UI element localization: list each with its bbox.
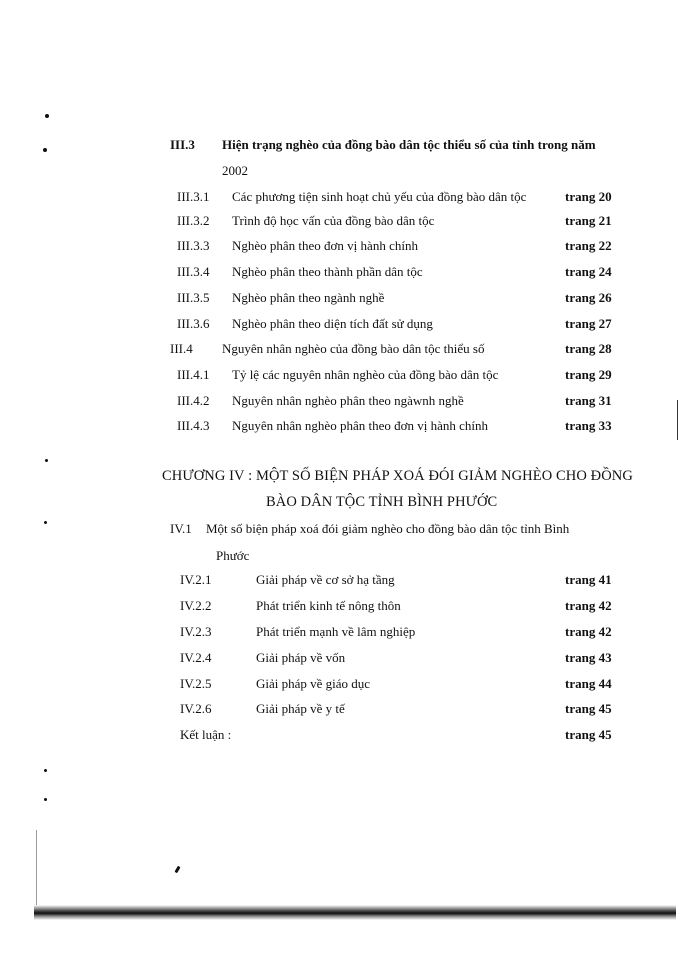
- toc-entry-title: Nguyên nhân nghèo phân theo đơn vị hành chính: [232, 418, 488, 433]
- toc-entry-page: trang 44: [565, 676, 612, 691]
- toc-entry-page: trang 42: [565, 624, 612, 639]
- toc-entry-page: trang 41: [565, 572, 612, 587]
- toc-entry-number: III.3.5: [177, 290, 210, 305]
- toc-entry-title: Nghèo phân theo thành phần dân tộc: [232, 264, 423, 279]
- toc-entry-number: IV.2.1: [180, 572, 212, 587]
- section-title: Nguyên nhân nghèo của đồng bào dân tộc thiểu số: [222, 341, 485, 356]
- toc-entry-title: Nguyên nhân nghèo phân theo ngàwnh nghề: [232, 393, 464, 408]
- toc-entry-title: Giải pháp về giáo dục: [256, 676, 371, 691]
- toc-entry-page: trang 26: [565, 290, 612, 305]
- toc-entry-number: IV.2.6: [180, 701, 212, 716]
- chapter-heading: CHƯƠNG IV : MỘT SỐ BIỆN PHÁP XOÁ ĐÓI GIẢM NGHÈO CHO ĐỒNG: [162, 468, 633, 484]
- section-title: Hiện trạng nghèo của đồng bào dân tộc thiểu số của tỉnh trong năm: [222, 137, 596, 152]
- toc-entry-title: Nghèo phân theo ngành nghề: [232, 290, 385, 305]
- toc-entry-title: Giải pháp về vốn: [256, 650, 346, 665]
- toc-entry-number: III.3.6: [177, 316, 210, 331]
- toc-entry-number: III.3.2: [177, 213, 210, 228]
- toc-entry-page: trang 45: [565, 727, 612, 742]
- toc-entry-title: Giải pháp về y tế: [256, 701, 345, 716]
- toc-entry-number: III.4.3: [177, 418, 210, 433]
- toc-entry-number: III.3.1: [177, 189, 210, 204]
- section-number: III.4: [170, 341, 193, 356]
- toc-entry-number: III.3.3: [177, 238, 210, 253]
- toc-entry-page: trang 27: [565, 316, 612, 331]
- toc-entry-page: trang 22: [565, 238, 612, 253]
- toc-entry-title: Tỷ lệ các nguyên nhân nghèo của đồng bào dân tộc: [232, 367, 499, 382]
- scan-speck: [45, 459, 48, 462]
- toc-entry-page: trang 20: [565, 189, 612, 204]
- toc-entry-page: trang 43: [565, 650, 612, 665]
- toc-entry-title: Phát triển kinh tế nông thôn: [256, 598, 401, 613]
- toc-entry-title: Nghèo phân theo đơn vị hành chính: [232, 238, 418, 253]
- section-title-continuation: 2002: [222, 163, 248, 178]
- section-title-continuation: Phước: [216, 548, 250, 563]
- section-number: III.3: [170, 137, 195, 152]
- scan-speck: [43, 148, 47, 152]
- scan-edge-line: [677, 400, 678, 440]
- toc-entry-page: trang 29: [565, 367, 612, 382]
- chapter-heading-continuation: BÀO DÂN TỘC TỈNH BÌNH PHƯỚC: [266, 494, 498, 510]
- toc-entry-page: trang 45: [565, 701, 612, 716]
- section-title: Một số biện pháp xoá đói giảm nghèo cho đồng bào dân tộc tỉnh Bình: [206, 521, 570, 536]
- scan-speck: [44, 798, 47, 801]
- toc-entry-title: Trình độ học vấn của đồng bào dân tộc: [232, 213, 435, 228]
- toc-entry-number: III.4.1: [177, 367, 210, 382]
- scan-edge-line: [36, 830, 37, 910]
- toc-entry-page: trang 24: [565, 264, 612, 279]
- scan-bottom-border: [34, 905, 676, 920]
- toc-entry-number: IV.2.3: [180, 624, 212, 639]
- scan-speck: [174, 866, 180, 874]
- conclusion-label: Kết luận :: [180, 727, 232, 742]
- toc-entry-page: trang 33: [565, 418, 612, 433]
- toc-entry-page: trang 28: [565, 341, 612, 356]
- scan-speck: [45, 114, 49, 118]
- toc-entry-number: III.4.2: [177, 393, 210, 408]
- toc-entry-title: Giải pháp về cơ sở hạ tầng: [256, 572, 395, 587]
- toc-entry-number: IV.2.5: [180, 676, 212, 691]
- toc-entry-page: trang 31: [565, 393, 612, 408]
- toc-entry-page: trang 21: [565, 213, 612, 228]
- scan-speck: [44, 521, 47, 524]
- toc-entry-title: Nghèo phân theo diện tích đất sử dụng: [232, 316, 433, 331]
- scan-speck: [44, 769, 47, 772]
- toc-entry-number: IV.2.2: [180, 598, 212, 613]
- toc-entry-title: Các phương tiện sinh hoạt chủ yếu của đồng bào dân tộc: [232, 189, 527, 204]
- section-number: IV.1: [170, 521, 192, 536]
- toc-entry-number: III.3.4: [177, 264, 210, 279]
- toc-entry-title: Phát triển mạnh về lâm nghiệp: [256, 624, 416, 639]
- toc-entry-number: IV.2.4: [180, 650, 212, 665]
- toc-entry-page: trang 42: [565, 598, 612, 613]
